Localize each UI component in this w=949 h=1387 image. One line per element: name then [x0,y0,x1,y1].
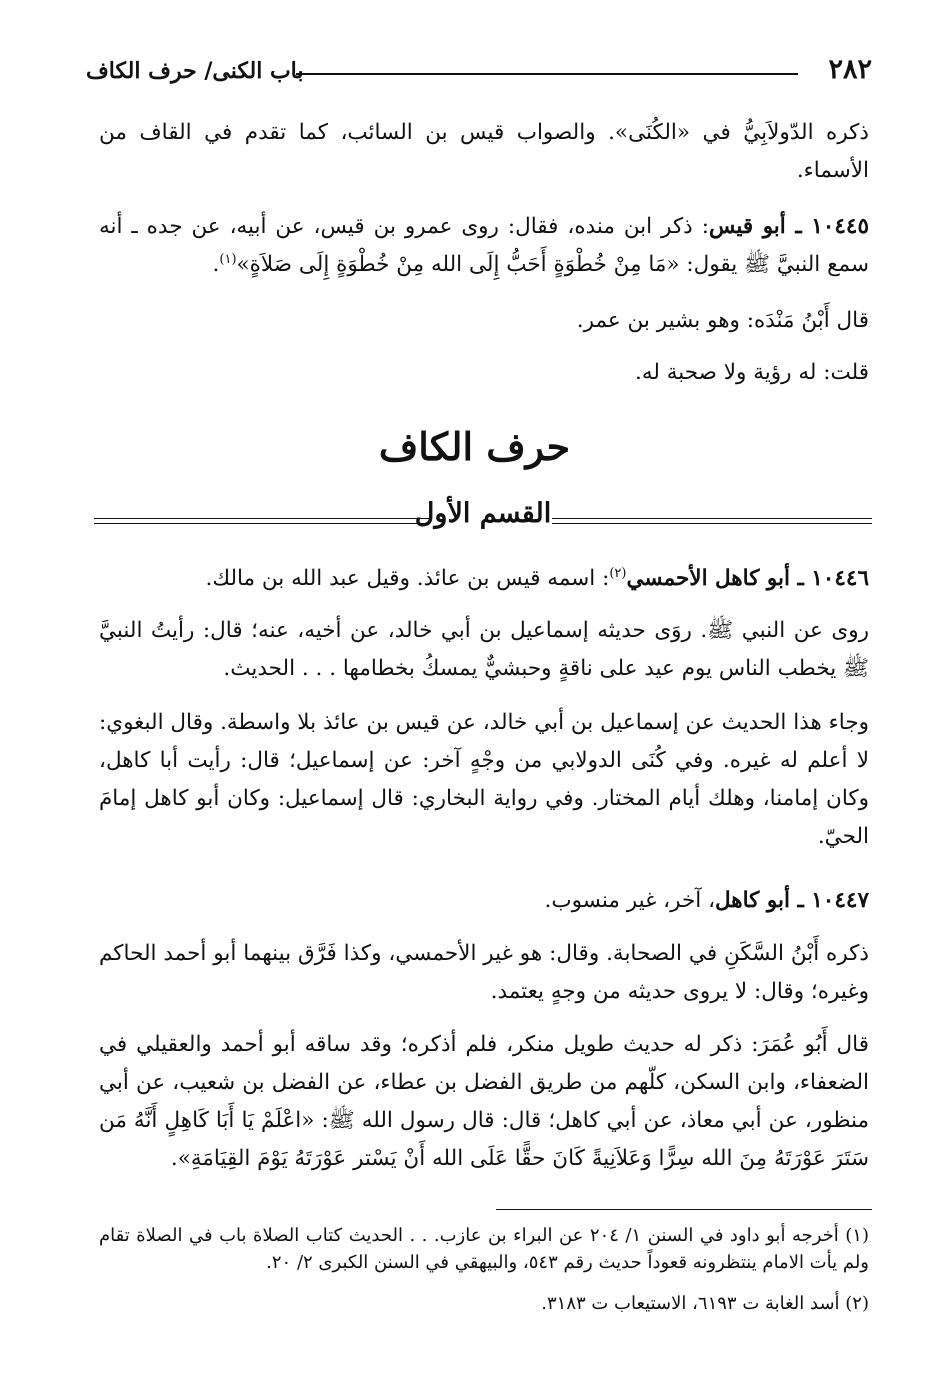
entry-heading: ١٠٤٤٦ ـ أبو كاهل الأحمسي [626,566,869,591]
paragraph-ibn-mandah: قال أَبْنُ مَنْدَه: وهو بشير بن عمر. [576,308,869,333]
chapter-title: حرف الكاف [378,424,571,469]
entry-text-end: . [212,252,220,277]
paragraph-abu-umar: قال أَبُو عُمَرَ: ذكر له حديث طويل منكر، فلم أذكره؛ وقد ساقه أبو أحمد والعقيلي في الضعفاء، وابن السكن، كلّهم من طريق الفضل بن عطاء، عن الفضل بن شعيب، عن أبي منظور، عن أبي معاذ، عن أبي كاهل؛ قال: قال رسول الله ﷺ: «اعْلَمْ يَا أَبَا كَاهِلٍ أَنَّهُ مَن سَتَرَ عَوْرَتَهُ مِنَ الله سِرًّا وَعَلاَنِيةً كَانَ حقًّا عَلَى الله أَنْ يَسْتر عَوْرَتَهُ يَوْمَ القِيَامَةِ». [99,1032,869,1171]
paragraph-qultu: قلت: له رؤية ولا صحبة له. [635,360,869,385]
entry-text: ، آخر، غير منسوب. [544,888,716,913]
entry-10445 [99,208,869,284]
footnote-ref: (١) [219,251,237,267]
header-rule [296,73,798,75]
entry-heading: ١٠٤٤٥ ـ أبو قيس [708,214,869,239]
section-title: القسم الأول [414,498,552,529]
footnote-1: (١) أخرجه أبو داود في السنن ١/ ٢٠٤ عن البراء بن عازب. . . الحديث كتاب الصلاة باب في الصلاة تقام ولم يأت الامام ينتظرونه قعوداً حديث رقم ٥٤٣، والبيهقي في السنن الكبرى ٢/ ٢٠. [99,1225,869,1273]
section-heading [94,498,872,542]
paragraph-isnad: وجاء هذا الحديث عن إسماعيل بن أبي خالد، عن قيس بن عائذ بلا واسطة. وقال البغوي: لا أعلم له غيره. وفي كُنَى الدولابي من وجْهٍ آخر: عن إسماعيل؛ قال: رأيت أبا كاهل، وكان إمامنا، وهلك أيام المختار. وفي رواية البخاري: قال إسماعيل: وكان أبو كاهل إمامَ الحيّ. [99,710,869,849]
entry-10446 [99,560,869,598]
footnote-2: (٢) أسد الغابة ت ٦١٩٣، الاستيعاب ت ٣١٨٣. [541,1293,869,1314]
entry-10447 [99,882,869,920]
entry-heading: ١٠٤٤٧ ـ أبو كاهل [715,888,869,913]
entry-text: : ذكر ابن منده، فقال: روى عمرو بن قيس، عن أبيه، عن جده ـ أنه سمع النبيَّ ﷺ يقول: «مَا مِنْ خُطْوَةٍ أَحَبُّ إِلَى الله مِنْ خُطْوَةٍ إِلَى صَلاَةٍ» [99,214,869,277]
entry-text: : اسمه قيس بن عائذ. وقيل عبد الله بن مالك. [205,566,610,591]
running-title: باب الكنى/ حرف الكاف [86,58,304,84]
paragraph-hadith: روى عن النبي ﷺ. روَى حديثه إسماعيل بن أبي خالد، عن أخيه، عنه؛ قال: رأيتُ النبيَّ ﷺ يخطب الناس يوم عيد على ناقةٍ وحبشيٌّ يمسكُ بخطامها . . . الحديث. [99,618,869,681]
footnote-ref: (٢) [609,565,627,581]
page-header [86,54,872,90]
footnote-rule [496,1209,872,1210]
paragraph-continuation: ذكره الدّولاَبِيُّ في «الكُنَى». والصواب قيس بن السائب، كما تقدم في القاف من الأسماء. [99,120,869,183]
page-number: ٢٨٢ [828,54,872,85]
paragraph-ibn-sakan: ذكره أَبْنُ السَّكَنِ في الصحابة. وقال: هو غير الأحمسي، وكذا فَرَّق بينهما أبو أحمد الحاكم وغيره؛ وقال: لا يروى حديثه من وجهٍ يعتمد. [99,941,869,1004]
